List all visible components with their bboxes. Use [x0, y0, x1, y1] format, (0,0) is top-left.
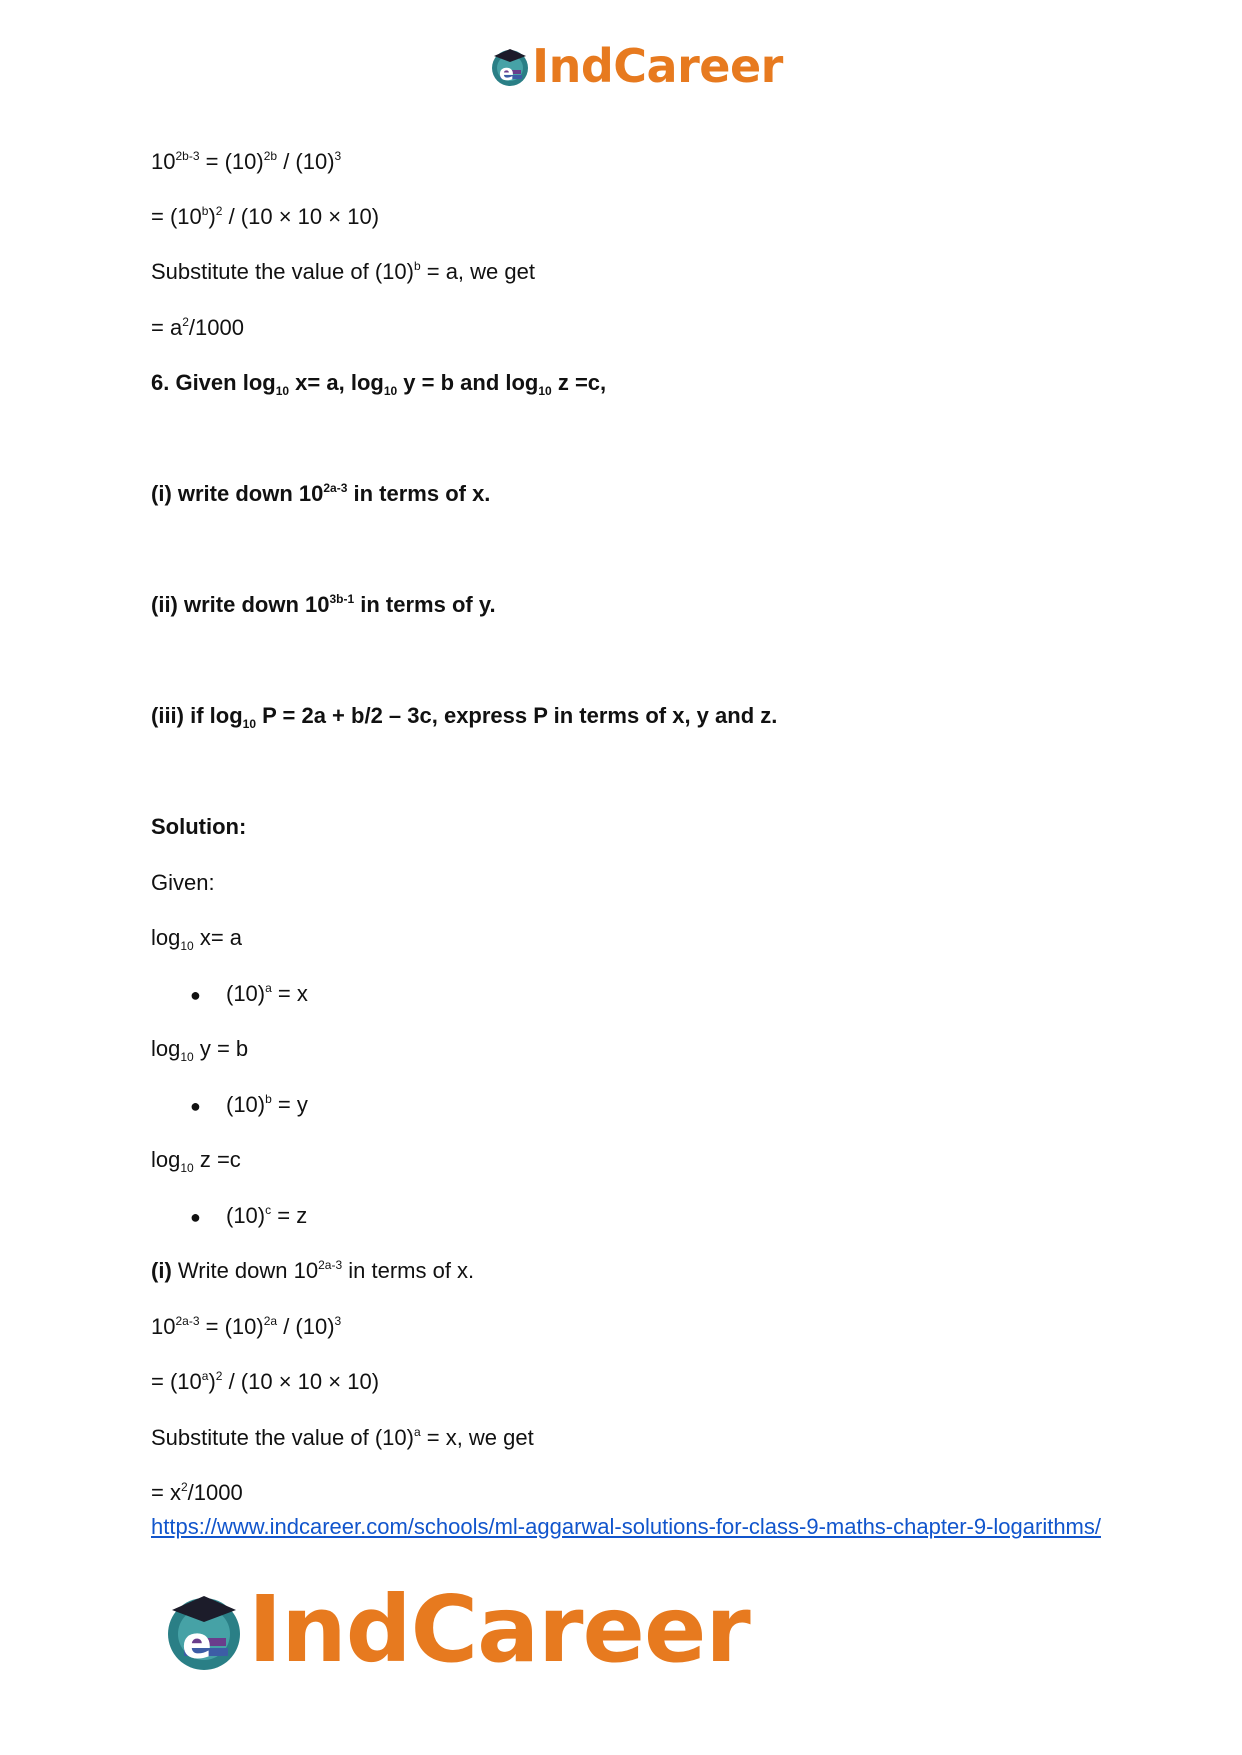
eq-line-2: = $(10^b)^2 / (10 \times 10 \times 10)$ [151, 204, 380, 229]
bullet-icon: ● [190, 1207, 201, 1227]
solution-step-4: = $x^2/1000$ [151, 1480, 243, 1505]
bullet-icon: ● [190, 1096, 201, 1116]
logo-wordmark: IndCareer [532, 39, 783, 93]
source-url-link[interactable]: https://www.indcareer.com/schools/ml-aggarwal-solutions-for-class-9-maths-chapter-9-logarithms/ [151, 1514, 1101, 1539]
solution-step-2: = $(10^a)^2 / (10 \times 10 \times 10)$ [151, 1369, 380, 1394]
header-logo [488, 40, 783, 92]
bullet-item-3: ● $(10)^c = z$ [190, 1202, 307, 1231]
question-6-part-i: (i) write down $10^{2a-3}$ in terms of x. [151, 481, 491, 506]
given-line-2: $\log_{10} y = b$ [151, 1036, 249, 1064]
solution-part-i-heading: (i) Write down $10^{2a-3}$ in terms of x. [151, 1258, 475, 1283]
given-label: Given: [151, 870, 215, 895]
given-line-1: $\log_{10} x= a$ [151, 925, 243, 953]
indcareer-globe-icon [488, 44, 532, 88]
logo-initial: e [499, 61, 514, 86]
bullet-item-2: ● $(10)^b = y$ [190, 1091, 308, 1120]
question-6-part-ii: (ii) write down $10^{3b-1}$ in terms of y. [151, 592, 496, 617]
bullet-icon: ● [190, 985, 201, 1005]
question-6-part-iii: (iii) if $\log_{10} P = 2a + b/2 - 3c$, express P in terms of x, y and z. [151, 703, 778, 731]
bullet-item-1: ● $(10)^a = x$ [190, 980, 308, 1009]
footer-logo [160, 1576, 750, 1683]
eq-line-1: $10^{2b-3} = (10)^{2b} / (10)^3$ [151, 149, 342, 174]
question-6: 6. Given $\log_{10} x= a$, $\log_{10} y = b$ and $\log_{10} z =c$, [151, 370, 607, 398]
indcareer-globe-icon [160, 1586, 248, 1674]
solution-heading: Solution: [151, 814, 247, 839]
given-line-3: $\log_{10} z =c$ [151, 1147, 241, 1175]
solution-step-1: $10^{2a-3} = (10)^{2a} / (10)^3$ [151, 1314, 342, 1339]
eq-line-4: = $a^2/1000$ [151, 315, 244, 340]
solution-step-3: Substitute the value of $(10)^a = x$, we get [151, 1425, 534, 1450]
eq-line-3: Substitute the value of $(10)^b = a$, we get [151, 259, 535, 284]
logo-initial: e [182, 1618, 212, 1669]
logo-wordmark: IndCareer [248, 1576, 750, 1683]
